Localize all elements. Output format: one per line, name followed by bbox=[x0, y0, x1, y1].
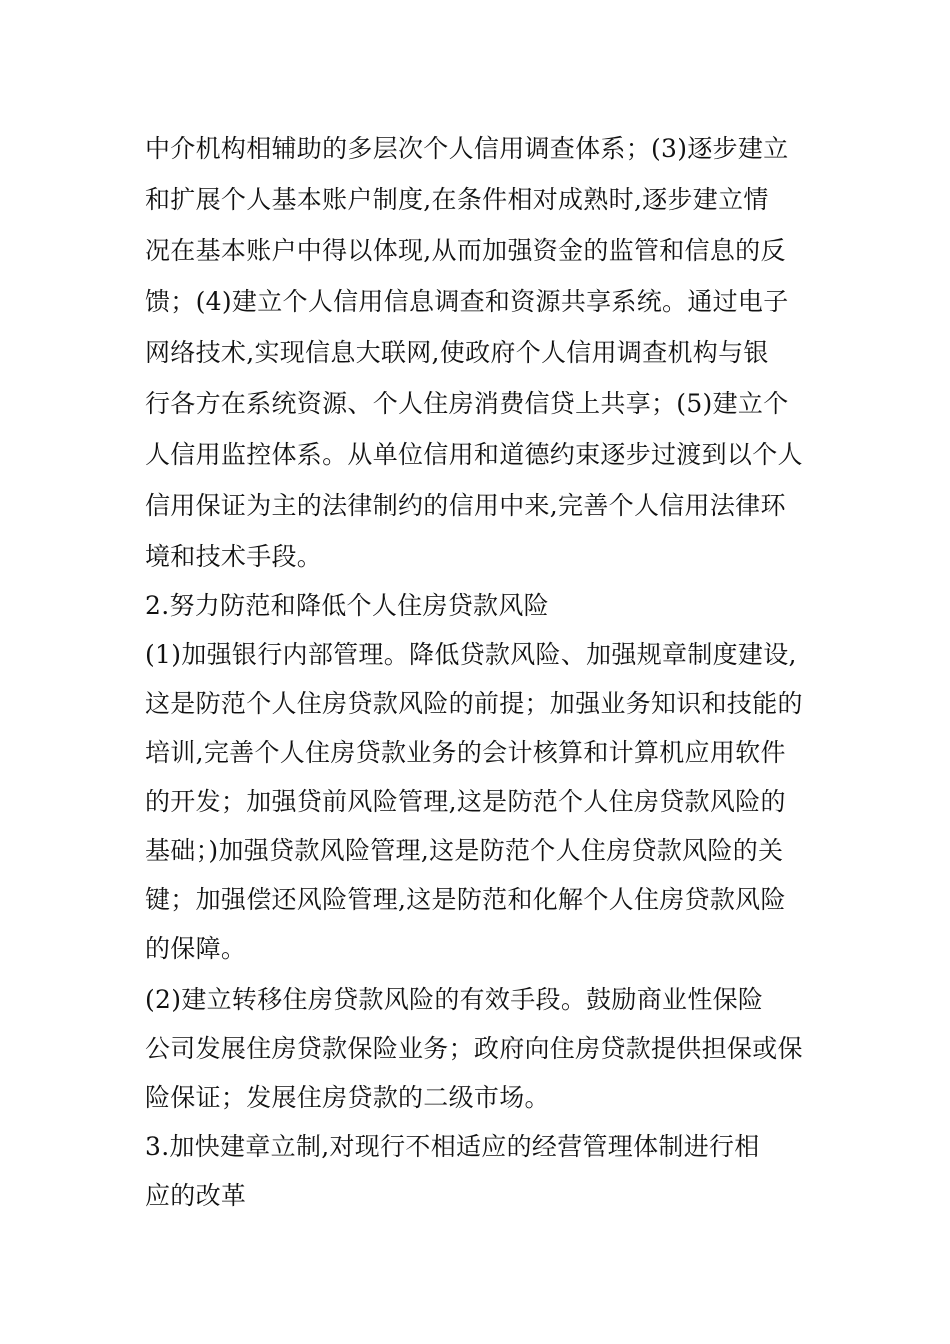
text-line: 馈；(4)建立个人信用信息调查和资源共享系统。通过电子 bbox=[145, 287, 789, 316]
paragraph-start: (2)建立转移住房贷款风险的有效手段。鼓励商业性保险 bbox=[145, 985, 764, 1014]
text-line: 信用保证为主的法律制约的信用中来,完善个人信用法律环 bbox=[145, 491, 786, 520]
text-line: 中介机构相辅助的多层次个人信用调查体系；(3)逐步建立 bbox=[145, 134, 789, 163]
text-line: 的开发；加强贷前风险管理,这是防范个人住房贷款风险的 bbox=[145, 787, 786, 816]
section-heading: 2.努力防范和降低个人住房贷款风险 bbox=[145, 591, 549, 620]
section-heading: 3.加快建章立制,对现行不相适应的经营管理体制进行相 bbox=[145, 1132, 760, 1161]
text-line: 人信用监控体系。从单位信用和道德约束逐步过渡到以个人 bbox=[145, 440, 803, 469]
text-line: 键；加强偿还风险管理,这是防范和化解个人住房贷款风险 bbox=[145, 885, 786, 914]
text-line: 基础；)加强贷款风险管理,这是防范个人住房贷款风险的关 bbox=[145, 836, 784, 865]
text-line: 应的改革 bbox=[145, 1181, 247, 1210]
text-line: 的保障。 bbox=[145, 934, 247, 963]
text-line: 险保证；发展住房贷款的二级市场。 bbox=[145, 1083, 550, 1112]
text-line: 网络技术,实现信息大联网,使政府个人信用调查机构与银 bbox=[145, 338, 769, 367]
paragraph-start: (1)加强银行内部管理。降低贷款风险、加强规章制度建设, bbox=[145, 640, 797, 669]
text-line: 行各方在系统资源、个人住房消费信贷上共享；(5)建立个 bbox=[145, 389, 789, 418]
text-line: 公司发展住房贷款保险业务；政府向住房贷款提供担保或保 bbox=[145, 1034, 803, 1063]
text-line: 况在基本账户中得以体现,从而加强资金的监管和信息的反 bbox=[145, 236, 786, 265]
text-line: 这是防范个人住房贷款风险的前提；加强业务知识和技能的 bbox=[145, 689, 803, 718]
text-line: 培训,完善个人住房贷款业务的会计核算和计算机应用软件 bbox=[145, 738, 786, 767]
text-line: 和扩展个人基本账户制度,在条件相对成熟时,逐步建立情 bbox=[145, 185, 769, 214]
text-line: 境和技术手段。 bbox=[145, 542, 323, 571]
